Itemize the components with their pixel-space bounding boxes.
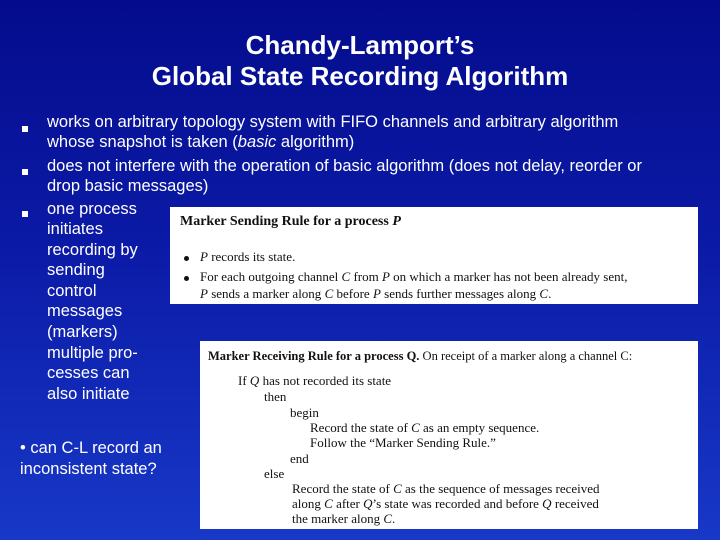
receiving-rule-then: then (264, 389, 287, 404)
marker-receiving-rule-panel (200, 341, 698, 529)
bullet-3-line-8: multiple pro- (47, 344, 138, 362)
bullet-3-line-4: sending (47, 261, 105, 279)
bullet-3-line-3: recording by (47, 241, 138, 259)
receiving-rule-else: else (264, 466, 285, 481)
sending-rule-heading: Marker Sending Rule for a process P (180, 214, 401, 229)
bullet-square-icon (22, 169, 28, 175)
question-line-2: inconsistent state? (20, 460, 157, 478)
sending-rule-item-1: P records its state. (200, 249, 296, 264)
receiving-rule-heading: Marker Receiving Rule for a process Q. On receipt of a marker along a channel C: (208, 349, 633, 363)
bullet-dot-icon (184, 276, 189, 281)
bullet-1-line-1: works on arbitrary topology system with FIFO channels and arbitrary algorithm (47, 113, 619, 131)
title-line-2: Global State Recording Algorithm (151, 61, 569, 91)
bullet-dot-icon (184, 256, 189, 261)
receiving-rule-follow: Follow the “Marker Sending Rule.” (310, 435, 496, 450)
bullet-square-icon (22, 211, 28, 217)
question-text (20, 438, 162, 480)
bullet-3-line-2: initiates (47, 220, 103, 238)
bullet-2-line-1: does not interfere with the operation of basic algorithm (does not delay, reorder or (47, 157, 642, 175)
receiving-rule-record-empty: Record the state of C as an empty sequence. (310, 420, 540, 435)
sending-rule-item-2-line-1: For each outgoing channel C from P on which a marker has not been already sent, (200, 269, 628, 284)
bullet-square-icon (22, 126, 28, 132)
receiving-rule-end: end (290, 451, 309, 466)
slide-title (0, 30, 720, 92)
bullet-3-line-5: control (47, 282, 97, 300)
receiving-rule-else-line-3: the marker along C. (292, 511, 396, 526)
bullet-2-line-2: drop basic messages) (47, 177, 209, 195)
bullet-3-line-6: messages (47, 302, 123, 320)
bullet-3-line-10: also initiate (47, 385, 130, 403)
question-line-1: • can C-L record an (20, 439, 162, 457)
bullet-3-line-1: one process (47, 200, 137, 218)
receiving-rule-begin: begin (290, 405, 319, 420)
marker-sending-rule-panel (170, 207, 698, 304)
receiving-rule-else-line-2: along C after Q’s state was recorded and before Q received (292, 496, 599, 511)
bullet-3-line-7: (markers) (47, 323, 118, 341)
receiving-rule-if: If Q has not recorded its state (238, 373, 392, 388)
receiving-rule-else-line-1: Record the state of C as the sequence of messages received (292, 481, 600, 496)
bullet-1-line-2: whose snapshot is taken (basic algorithm) (47, 133, 355, 151)
sending-rule-item-2-line-2: P sends a marker along C before P sends further messages along C. (200, 286, 552, 301)
title-line-1: Chandy-Lamport’s (245, 30, 475, 60)
bullet-3-line-9: cesses can (47, 364, 130, 382)
